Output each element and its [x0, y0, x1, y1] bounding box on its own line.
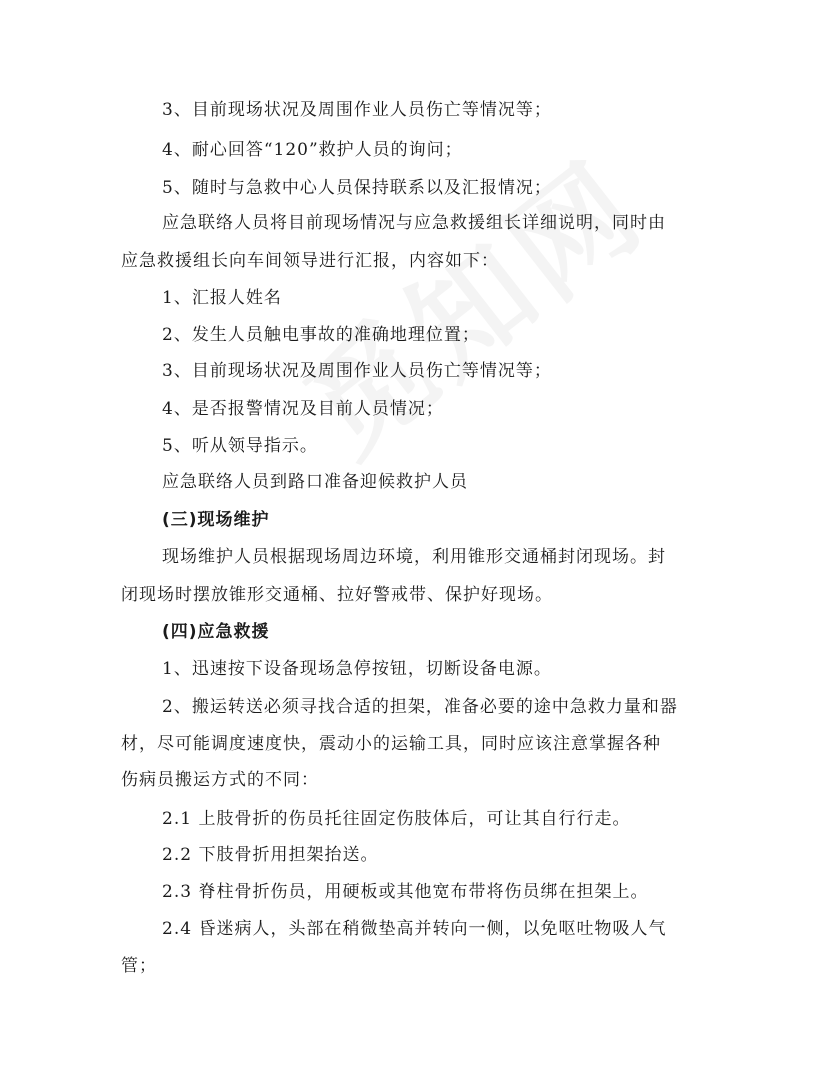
- section-heading: (三)现场维护: [162, 510, 270, 530]
- list-item: 3、目前现场状况及周围作业人员伤亡等情况等；: [162, 361, 552, 381]
- list-item: 5、听从领导指示。: [162, 436, 318, 456]
- list-item: 2.1 上肢骨折的伤员托往固定伤肢体后，可让其自行行走。: [162, 809, 631, 829]
- paragraph-line: 应急救援组长向车间领导进行汇报，内容如下：: [121, 251, 499, 271]
- list-item: 2.2 下肢骨折用担架抬送。: [162, 845, 379, 865]
- paragraph-line: 现场维护人员根据现场周边环境，利用锥形交通桶封闭现场。封: [162, 547, 666, 567]
- paragraph-line: 应急联络人员到路口准备迎候救护人员: [162, 472, 468, 492]
- list-item: 2、发生人员触电事故的准确地理位置；: [162, 325, 480, 345]
- paragraph-line: 闭现场时摆放锥形交通桶、拉好警戒带、保护好现场。: [121, 585, 553, 605]
- list-item: 1、迅速按下设备现场急停按钮，切断设备电源。: [162, 659, 552, 679]
- section-heading: (四)应急救援: [162, 622, 270, 642]
- paragraph-line: 材，尽可能调度速度快，震动小的运输工具，同时应该注意掌握各种: [121, 734, 661, 754]
- paragraph-line: 管；: [121, 956, 157, 976]
- list-item: 5、随时与急救中心人员保持联系以及汇报情况；: [162, 178, 552, 198]
- paragraph-line: 伤病员搬运方式的不同：: [121, 770, 319, 790]
- list-item: 2.4 昏迷病人，头部在稍微垫高并转向一侧，以免呕吐物吸人气: [162, 919, 667, 939]
- list-item: 2、搬运转送必须寻找合适的担架，准备必要的途中急救力量和器: [162, 697, 678, 717]
- list-item: 1、汇报人姓名: [162, 288, 282, 308]
- list-item: 4、耐心回答“120”救护人员的询问；: [162, 140, 463, 160]
- list-item: 2.3 脊柱骨折伤员，用硬板或其他宽布带将伤员绑在担架上。: [162, 882, 649, 902]
- list-item: 3、目前现场状况及周围作业人员伤亡等情况等；: [162, 100, 552, 120]
- list-item: 4、是否报警情况及目前人员情况；: [162, 399, 444, 419]
- paragraph-line: 应急联络人员将目前现场情况与应急救援组长详细说明，同时由: [162, 213, 666, 233]
